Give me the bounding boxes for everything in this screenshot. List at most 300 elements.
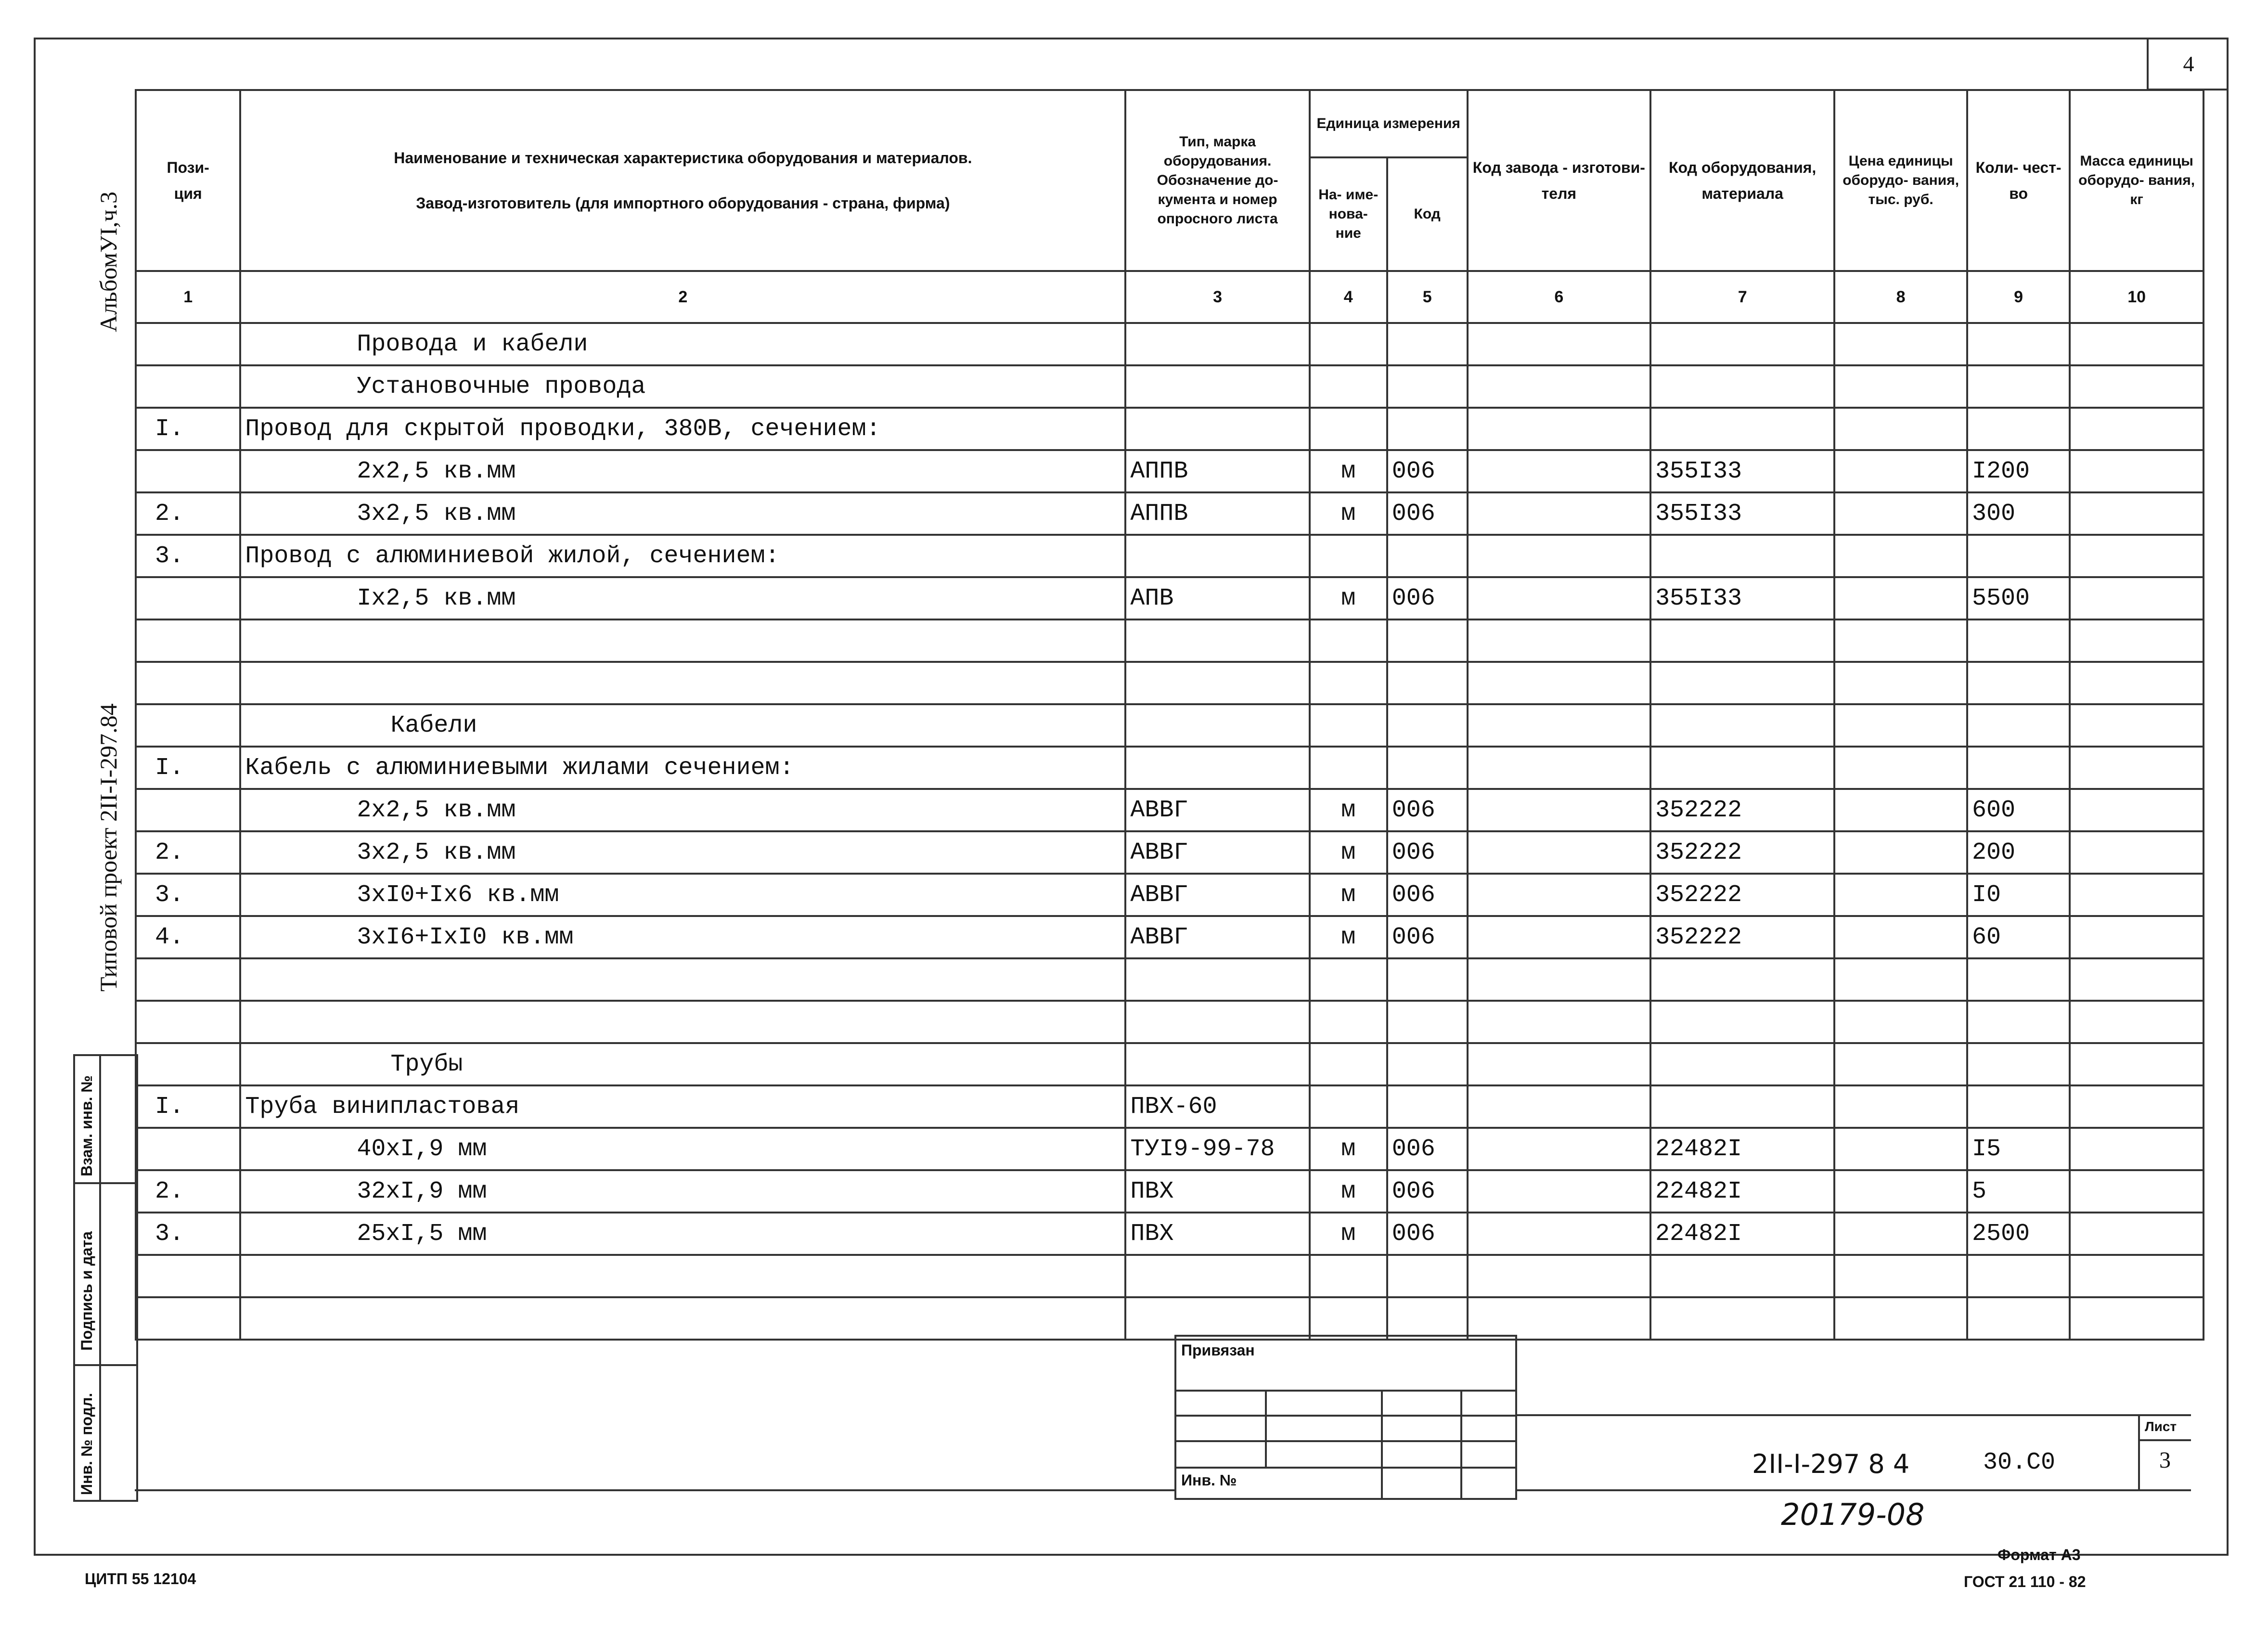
cell-mass [2070, 958, 2204, 1001]
cell-factory-code [1468, 874, 1650, 916]
cell-equipment-code: 355I33 [1650, 492, 1834, 535]
cell-position [136, 1043, 240, 1085]
cell-price [1834, 789, 1967, 831]
cell-unit-code [1387, 1043, 1468, 1085]
cell-quantity: 600 [1967, 789, 2070, 831]
cell-quantity [1967, 747, 2070, 789]
header-equipment-code: Код оборудования, материала [1650, 90, 1834, 271]
cell-price [1834, 1128, 1967, 1170]
cell-mass [2070, 1043, 2204, 1085]
document-code: 2II-I-297 8 4 [1752, 1449, 1910, 1479]
sheet-number: 3 [2159, 1447, 2171, 1473]
inv-podl-label: Инв. № подл. [78, 1393, 95, 1495]
cell-type [1125, 323, 1309, 365]
cell-unit [1310, 535, 1387, 577]
cell-price [1834, 577, 1967, 619]
handwritten-number: 20179-08 [1781, 1497, 1925, 1532]
cell-quantity [1967, 323, 2070, 365]
cell-unit-code [1387, 958, 1468, 1001]
project-label: Типовой проект 2II-I-297.84 [95, 703, 122, 992]
cell-unit: м [1310, 450, 1387, 492]
podpis-label: Подпись и дата [78, 1231, 95, 1351]
cell-type: АПВ [1125, 577, 1309, 619]
cell-position: 3. [136, 1213, 240, 1255]
cell-mass [2070, 747, 2204, 789]
cell-position: I. [136, 1085, 240, 1128]
cell-unit-code [1387, 704, 1468, 747]
binding-stamp [1174, 1335, 1517, 1500]
cell-type: АППВ [1125, 450, 1309, 492]
table-row [136, 1297, 2204, 1340]
cell-type [1125, 1255, 1309, 1297]
cell-price [1834, 662, 1967, 704]
cell-unit [1310, 1085, 1387, 1128]
table-row [136, 450, 2204, 492]
cell-factory-code [1468, 747, 1650, 789]
header-price: Цена единицы оборудо- вания, тыс. руб. [1834, 90, 1967, 271]
cell-factory-code [1468, 958, 1650, 1001]
cell-quantity: 5500 [1967, 577, 2070, 619]
cell-unit-code [1387, 1001, 1468, 1043]
cell-price [1834, 874, 1967, 916]
header-type: Тип, марка оборудования. Обозначение до- кумента и номер опросного листа [1125, 90, 1309, 271]
table-row [136, 1128, 2204, 1170]
cell-name: Iх2,5 кв.мм [240, 577, 1125, 619]
cell-name: 3хI0+Iх6 кв.мм [240, 874, 1125, 916]
cell-equipment-code: 352222 [1650, 831, 1834, 874]
cell-equipment-code: 352222 [1650, 874, 1834, 916]
cell-position [136, 1255, 240, 1297]
cell-price [1834, 619, 1967, 662]
cell-equipment-code [1650, 1255, 1834, 1297]
table-row [136, 916, 2204, 958]
cell-price [1834, 831, 1967, 874]
footer-format: Формат А3 [1997, 1546, 2081, 1563]
cell-equipment-code [1650, 619, 1834, 662]
cell-factory-code [1468, 1255, 1650, 1297]
cell-unit-code [1387, 408, 1468, 450]
cell-type: ПВХ [1125, 1213, 1309, 1255]
binding-inv-label: Инв. № [1181, 1471, 1237, 1489]
cell-type: АВВГ [1125, 874, 1309, 916]
table-row [136, 874, 2204, 916]
cell-quantity: I5 [1967, 1128, 2070, 1170]
left-stamp-line [75, 1182, 138, 1184]
cell-quantity [1967, 958, 2070, 1001]
cell-position: I. [136, 747, 240, 789]
cell-price [1834, 1043, 1967, 1085]
cell-unit [1310, 408, 1387, 450]
cell-type: АВВГ [1125, 916, 1309, 958]
table-row [136, 408, 2204, 450]
cell-factory-code [1468, 789, 1650, 831]
cell-unit: м [1310, 1170, 1387, 1213]
cell-unit-code: 006 [1387, 492, 1468, 535]
cell-position: 2. [136, 492, 240, 535]
cell-price [1834, 365, 1967, 408]
cell-unit [1310, 704, 1387, 747]
cell-mass [2070, 1213, 2204, 1255]
cell-position: 3. [136, 874, 240, 916]
cell-quantity: 2500 [1967, 1213, 2070, 1255]
vzam-inv-label: Взам. инв. № [78, 1075, 95, 1176]
left-stamp [73, 1054, 138, 1502]
left-stamp-line [75, 1364, 138, 1366]
cell-mass [2070, 1001, 2204, 1043]
column-number: 3 [1125, 271, 1309, 323]
table-header [136, 90, 2204, 323]
cell-position [136, 958, 240, 1001]
table-row [136, 704, 2204, 747]
sheet-box [2138, 1414, 2191, 1491]
cell-unit-code: 006 [1387, 1128, 1468, 1170]
cell-mass [2070, 662, 2204, 704]
cell-type: ПВХ [1125, 1170, 1309, 1213]
footer-gost: ГОСТ 21 110 - 82 [1964, 1573, 2086, 1590]
cell-unit-code: 006 [1387, 789, 1468, 831]
cell-unit [1310, 619, 1387, 662]
cell-quantity [1967, 408, 2070, 450]
cell-equipment-code [1650, 365, 1834, 408]
cell-type [1125, 619, 1309, 662]
cell-price [1834, 1001, 1967, 1043]
cell-price [1834, 492, 1967, 535]
cell-mass [2070, 1297, 2204, 1340]
cell-name: 25хI,5 мм [240, 1213, 1125, 1255]
table-row [136, 323, 2204, 365]
cell-factory-code [1468, 662, 1650, 704]
cell-price [1834, 916, 1967, 958]
cell-type: ПВХ-60 [1125, 1085, 1309, 1128]
cell-price [1834, 747, 1967, 789]
column-number: 9 [1967, 271, 2070, 323]
cell-price [1834, 1297, 1967, 1340]
cell-price [1834, 704, 1967, 747]
cell-quantity [1967, 1085, 2070, 1128]
cell-factory-code [1468, 1170, 1650, 1213]
binding-line [1176, 1390, 1515, 1392]
cell-unit-code: 006 [1387, 831, 1468, 874]
cell-equipment-code [1650, 1297, 1834, 1340]
cell-mass [2070, 1085, 2204, 1128]
cell-mass [2070, 1255, 2204, 1297]
cell-position [136, 1128, 240, 1170]
cell-position: 4. [136, 916, 240, 958]
cell-factory-code [1468, 619, 1650, 662]
cell-equipment-code: 352222 [1650, 916, 1834, 958]
cell-name: 3хI6+IхI0 кв.мм [240, 916, 1125, 958]
cell-mass [2070, 1128, 2204, 1170]
table-row [136, 747, 2204, 789]
cell-mass [2070, 831, 2204, 874]
binding-line [1176, 1467, 1515, 1469]
cell-unit [1310, 1255, 1387, 1297]
cell-mass [2070, 492, 2204, 535]
column-numbers-row [136, 271, 2204, 323]
binding-divider [1460, 1390, 1462, 1498]
cell-equipment-code: 355I33 [1650, 577, 1834, 619]
binding-line [1176, 1415, 1515, 1417]
column-number: 2 [240, 271, 1125, 323]
cell-factory-code [1468, 916, 1650, 958]
cell-quantity [1967, 662, 2070, 704]
cell-quantity [1967, 365, 2070, 408]
cell-position [136, 1001, 240, 1043]
header-unit-name: На- име- нова- ние [1310, 157, 1387, 271]
cell-unit-code [1387, 1297, 1468, 1340]
cell-type [1125, 704, 1309, 747]
cell-mass [2070, 408, 2204, 450]
cell-quantity [1967, 1255, 2070, 1297]
cell-quantity: 5 [1967, 1170, 2070, 1213]
cell-quantity: 200 [1967, 831, 2070, 874]
cell-factory-code [1468, 1128, 1650, 1170]
cell-unit-code [1387, 365, 1468, 408]
cell-position [136, 619, 240, 662]
cell-factory-code [1468, 1043, 1650, 1085]
cell-type [1125, 1043, 1309, 1085]
cell-position [136, 789, 240, 831]
cell-name: 3х2,5 кв.мм [240, 492, 1125, 535]
cell-unit-code: 006 [1387, 916, 1468, 958]
cell-type [1125, 662, 1309, 704]
header-name-line1: Наименование и техническая характеристика оборудования и материалов. [394, 149, 972, 167]
header-quantity: Коли- чест- во [1967, 90, 2070, 271]
cell-factory-code [1468, 535, 1650, 577]
cell-unit-code: 006 [1387, 1170, 1468, 1213]
cell-unit [1310, 1001, 1387, 1043]
cell-position: I. [136, 408, 240, 450]
cell-name [240, 958, 1125, 1001]
cell-factory-code [1468, 704, 1650, 747]
cell-name: Провода и кабели [240, 323, 1125, 365]
table-row [136, 789, 2204, 831]
cell-quantity: 300 [1967, 492, 2070, 535]
cell-mass [2070, 1170, 2204, 1213]
header-position: Пози- ция [136, 90, 240, 271]
header-unit-group: Единица измерения [1310, 90, 1468, 157]
title-block-line [1517, 1489, 2191, 1491]
cell-unit: м [1310, 577, 1387, 619]
cell-unit: м [1310, 789, 1387, 831]
column-number: 10 [2070, 271, 2204, 323]
binding-divider [1265, 1390, 1267, 1467]
cell-equipment-code: 22482I [1650, 1128, 1834, 1170]
cell-unit-code [1387, 747, 1468, 789]
cell-equipment-code [1650, 747, 1834, 789]
cell-price [1834, 1170, 1967, 1213]
cell-factory-code [1468, 1297, 1650, 1340]
table-row [136, 577, 2204, 619]
cell-factory-code [1468, 323, 1650, 365]
cell-quantity [1967, 1043, 2070, 1085]
cell-position [136, 365, 240, 408]
cell-unit: м [1310, 492, 1387, 535]
title-block-line [1517, 1414, 2191, 1416]
cell-name [240, 1001, 1125, 1043]
cell-price [1834, 450, 1967, 492]
cell-price [1834, 408, 1967, 450]
column-number: 8 [1834, 271, 1967, 323]
cell-quantity [1967, 535, 2070, 577]
cell-unit: м [1310, 831, 1387, 874]
header-unit-code: Код [1387, 157, 1468, 271]
cell-name: 3х2,5 кв.мм [240, 831, 1125, 874]
cell-mass [2070, 577, 2204, 619]
cell-position [136, 704, 240, 747]
cell-position: 2. [136, 1170, 240, 1213]
cell-name: Провод с алюминиевой жилой, сечением: [240, 535, 1125, 577]
column-number: 1 [136, 271, 240, 323]
cell-position: 2. [136, 831, 240, 874]
table-row [136, 662, 2204, 704]
table-row [136, 492, 2204, 535]
cell-price [1834, 1255, 1967, 1297]
cell-equipment-code [1650, 704, 1834, 747]
cell-quantity: I0 [1967, 874, 2070, 916]
cell-factory-code [1468, 450, 1650, 492]
cell-quantity: 60 [1967, 916, 2070, 958]
cell-price [1834, 1213, 1967, 1255]
cell-type [1125, 535, 1309, 577]
cell-unit-code [1387, 1255, 1468, 1297]
cell-name: 2х2,5 кв.мм [240, 789, 1125, 831]
cell-quantity [1967, 619, 2070, 662]
cell-price [1834, 958, 1967, 1001]
table-row [136, 1255, 2204, 1297]
cell-name: Кабели [240, 704, 1125, 747]
cell-type [1125, 1001, 1309, 1043]
cell-type [1125, 408, 1309, 450]
cell-unit [1310, 1043, 1387, 1085]
cell-factory-code [1468, 1085, 1650, 1128]
cell-unit-code: 006 [1387, 577, 1468, 619]
album-label: АльбомУI,ч.3 [95, 191, 122, 332]
cell-name: 2х2,5 кв.мм [240, 450, 1125, 492]
sheet-label: Лист [2145, 1419, 2177, 1434]
specification-table [135, 89, 2204, 1341]
cell-position [136, 662, 240, 704]
cell-unit-code: 006 [1387, 1213, 1468, 1255]
cell-equipment-code: 352222 [1650, 789, 1834, 831]
table-row [136, 1213, 2204, 1255]
cell-quantity [1967, 1001, 2070, 1043]
table-row [136, 1043, 2204, 1085]
cell-factory-code [1468, 831, 1650, 874]
cell-type [1125, 365, 1309, 408]
binding-divider [1381, 1390, 1383, 1498]
cell-position [136, 323, 240, 365]
header-factory-code: Код завода - изготови- теля [1468, 90, 1650, 271]
cell-name: Трубы [240, 1043, 1125, 1085]
cell-type: АВВГ [1125, 831, 1309, 874]
cell-name [240, 1255, 1125, 1297]
cell-unit-code [1387, 662, 1468, 704]
cell-type: АППВ [1125, 492, 1309, 535]
cell-factory-code [1468, 1001, 1650, 1043]
cell-name [240, 619, 1125, 662]
cell-mass [2070, 619, 2204, 662]
cell-type [1125, 958, 1309, 1001]
cell-quantity [1967, 1297, 2070, 1340]
column-number: 6 [1468, 271, 1650, 323]
cell-mass [2070, 365, 2204, 408]
cell-equipment-code: 355I33 [1650, 450, 1834, 492]
table-row [136, 365, 2204, 408]
cell-unit-code [1387, 323, 1468, 365]
cell-position [136, 450, 240, 492]
cell-type [1125, 1297, 1309, 1340]
cell-type [1125, 747, 1309, 789]
cell-position: 3. [136, 535, 240, 577]
cell-equipment-code [1650, 1001, 1834, 1043]
header-mass: Масса единицы оборудо- вания, кг [2070, 90, 2204, 271]
cell-quantity [1967, 704, 2070, 747]
cell-price [1834, 1085, 1967, 1128]
cell-unit [1310, 1297, 1387, 1340]
cell-factory-code [1468, 408, 1650, 450]
cell-equipment-code: 22482I [1650, 1213, 1834, 1255]
cell-equipment-code [1650, 958, 1834, 1001]
cell-unit-code [1387, 535, 1468, 577]
cell-equipment-code: 22482I [1650, 1170, 1834, 1213]
table-body [136, 323, 2204, 1340]
cell-mass [2070, 789, 2204, 831]
cell-name: Кабель с алюминиевыми жилами сечением: [240, 747, 1125, 789]
cell-unit-code [1387, 1085, 1468, 1128]
binding-label: Привязан [1181, 1342, 1255, 1359]
cell-unit-code [1387, 619, 1468, 662]
cell-unit [1310, 958, 1387, 1001]
cell-name [240, 1297, 1125, 1340]
cell-unit [1310, 365, 1387, 408]
cell-name: Труба винипластовая [240, 1085, 1125, 1128]
cell-mass [2070, 874, 2204, 916]
table-row [136, 1085, 2204, 1128]
cell-unit [1310, 747, 1387, 789]
cell-equipment-code [1650, 1085, 1834, 1128]
cell-mass [2070, 535, 2204, 577]
cell-price [1834, 323, 1967, 365]
header-name-line2: Завод-изготовитель (для импортного оборудования - страна, фирма) [416, 194, 950, 212]
footer-left: ЦИТП 55 12104 [85, 1570, 196, 1587]
cell-equipment-code [1650, 323, 1834, 365]
table-row [136, 1170, 2204, 1213]
cell-equipment-code [1650, 535, 1834, 577]
sheet-box-line [2140, 1439, 2191, 1441]
table-row [136, 535, 2204, 577]
cell-name: 32хI,9 мм [240, 1170, 1125, 1213]
table-row [136, 958, 2204, 1001]
table-row [136, 619, 2204, 662]
cell-factory-code [1468, 365, 1650, 408]
cell-unit: м [1310, 1213, 1387, 1255]
left-stamp-divider [99, 1056, 101, 1502]
cell-price [1834, 535, 1967, 577]
header-name [240, 90, 1125, 271]
cell-unit-code: 006 [1387, 874, 1468, 916]
title-block-line [135, 1489, 1174, 1491]
binding-line [1176, 1440, 1515, 1442]
cell-type: ТУI9-99-78 [1125, 1128, 1309, 1170]
cell-type: АВВГ [1125, 789, 1309, 831]
cell-unit: м [1310, 916, 1387, 958]
cell-equipment-code [1650, 408, 1834, 450]
cell-name: Провод для скрытой проводки, 380В, сечением: [240, 408, 1125, 450]
cell-equipment-code [1650, 662, 1834, 704]
cell-unit [1310, 323, 1387, 365]
cell-position [136, 577, 240, 619]
